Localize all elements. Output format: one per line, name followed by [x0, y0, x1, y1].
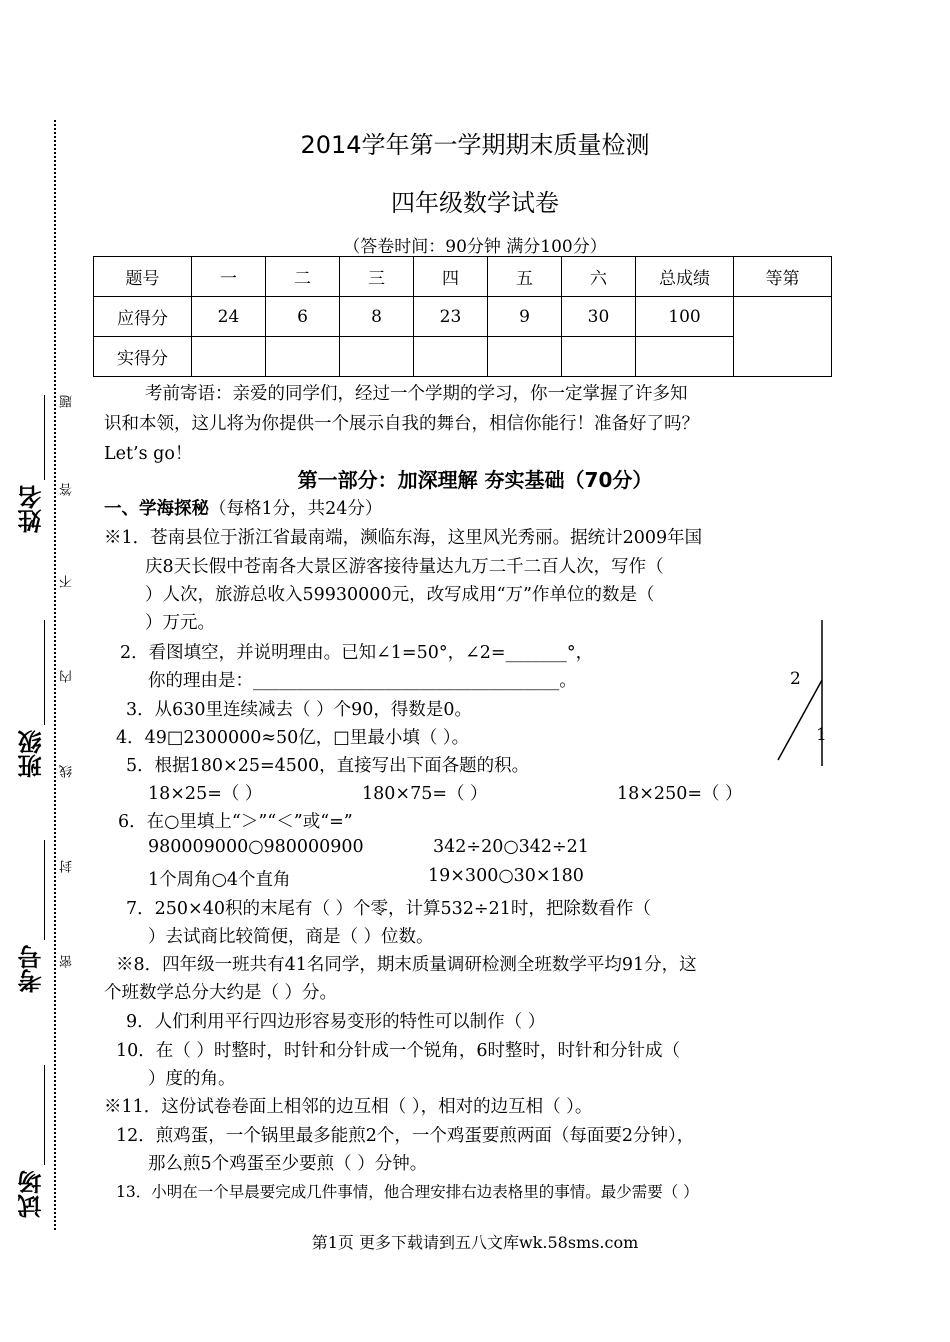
expected-score: 24	[192, 297, 266, 337]
angle-label-2: 2	[790, 669, 801, 689]
question-line: ）度的角。	[148, 1069, 236, 1089]
exam-title: 2014学年第一学期期末质量检测	[300, 131, 650, 159]
table-row	[94, 297, 832, 337]
score-table	[93, 256, 832, 377]
section-note: （每格1分，共24分）	[209, 499, 383, 519]
actual-score-cell[interactable]	[414, 337, 488, 377]
room-underline	[44, 1065, 45, 1165]
expected-score: 8	[340, 297, 414, 337]
examno-underline	[44, 840, 45, 940]
question-line: 13．小明在一个早晨要完成几件事情，他合理安排右边表格里的事情。最少需要（ ）	[116, 1183, 699, 1201]
actual-score-cell[interactable]	[562, 337, 636, 377]
question-line: 6．在○里填上“＞”“＜”或“=”	[118, 812, 353, 832]
seal-char: 内	[60, 670, 75, 683]
question-line: 7．250×40积的末尾有（ ）个零，计算532÷21时，把除数看作（	[126, 899, 651, 919]
section-heading	[104, 495, 382, 520]
question-line: 你的理由是：___________________________________。	[148, 671, 577, 691]
question-line: 4．49□2300000≈50亿，□里最小填（ ）。	[116, 728, 470, 748]
intro-line: Let’s go！	[104, 444, 193, 464]
header-cell: 五	[488, 257, 562, 297]
seal-char: 线	[60, 765, 75, 778]
binding-name-label: 姓名	[18, 485, 46, 533]
header-cell: 六	[562, 257, 636, 297]
expected-score: 6	[266, 297, 340, 337]
seal-char: 密	[60, 955, 75, 968]
class-underline	[44, 620, 45, 725]
grade-cell[interactable]	[734, 297, 832, 377]
actual-score-cell[interactable]	[340, 337, 414, 377]
angle-figure	[770, 618, 840, 768]
seal-char: 题	[60, 395, 75, 408]
intro-line: 考前寄语：亲爱的同学们，经过一个学期的学习，你一定掌握了许多知	[145, 384, 688, 404]
question-line: 9．人们利用平行四边形容易变形的特性可以制作（ ）	[126, 1012, 546, 1032]
exam-info: （答卷时间：90分钟 满分100分）	[343, 237, 607, 257]
question-answer: 1个周角○4个直角	[148, 870, 291, 890]
header-cell: 二	[266, 257, 340, 297]
question-answer: 180×75=（ ）	[362, 784, 488, 804]
exam-subtitle: 四年级数学试卷	[391, 189, 559, 217]
question-line: ※1．苍南县位于浙江省最南端，濒临东海，这里风光秀丽。据统计2009年国	[104, 528, 703, 548]
question-line: 那么煎5个鸡蛋至少要煎（ ）分钟。	[148, 1154, 428, 1174]
expected-score: 23	[414, 297, 488, 337]
binding-dotted-line	[54, 120, 56, 1230]
header-cell: 总成绩	[636, 257, 734, 297]
actual-score-cell[interactable]	[192, 337, 266, 377]
question-line: 10．在（ ）时整时，时针和分针成一个锐角，6时整时，时针和分针成（	[116, 1041, 680, 1061]
expected-score: 100	[636, 297, 734, 337]
table-row	[94, 257, 832, 297]
binding-class-label: 班级	[18, 730, 46, 778]
seal-char: 封	[60, 860, 75, 873]
part-title: 第一部分：加深理解 夯实基础（70分）	[297, 468, 653, 492]
table-row	[94, 337, 832, 377]
row-label: 应得分	[94, 297, 192, 337]
header-cell: 一	[192, 257, 266, 297]
question-answer: 18×250=（ ）	[617, 784, 743, 804]
intro-line: 识和本领，这儿将为你提供一个展示自我的舞台，相信你能行！准备好了吗？	[104, 414, 699, 434]
seal-char: 答	[60, 483, 75, 496]
question-line: 12．煎鸡蛋，一个锅里最多能煎2个，一个鸡蛋要煎两面（每面要2分钟），	[116, 1126, 695, 1146]
expected-score: 30	[562, 297, 636, 337]
header-cell: 题号	[94, 257, 192, 297]
question-line: 个班数学总分大约是（ ）分。	[104, 983, 338, 1003]
question-line: ※11．这份试卷卷面上相邻的边互相（ ），相对的边互相（ ）。	[104, 1097, 593, 1117]
section-title: 一、学海探秘	[104, 499, 209, 519]
expected-score: 9	[488, 297, 562, 337]
actual-score-cell[interactable]	[488, 337, 562, 377]
header-cell: 四	[414, 257, 488, 297]
header-cell: 等第	[734, 257, 832, 297]
row-label: 实得分	[94, 337, 192, 377]
header-cell: 三	[340, 257, 414, 297]
question-line: ）人次，旅游总收入59930000元，改写成用“万”作单位的数是（	[145, 585, 655, 605]
question-line: ）万元。	[145, 613, 215, 633]
question-line: 5．根据180×25=4500，直接写出下面各题的积。	[126, 756, 530, 776]
page-footer: 第1页 更多下载请到五八文库wk.58sms.com	[311, 1233, 639, 1252]
seal-char: 不	[60, 575, 75, 588]
question-line: 2．看图填空，并说明理由。已知∠1=50°，∠2=_______°，	[120, 643, 594, 663]
slanted-line	[778, 680, 822, 760]
question-line: 庆8天长假中苍南各大景区游客接待量达九万二千二百人次，写作（	[145, 557, 664, 577]
angle-label-1: 1	[816, 725, 827, 745]
binding-examno-label: 考号	[18, 945, 46, 993]
question-answer: 980009000○980000900	[148, 837, 364, 857]
actual-score-cell[interactable]	[266, 337, 340, 377]
question-line: ）去试商比较简便，商是（ ）位数。	[148, 927, 434, 947]
question-line: ※8．四年级一班共有41名同学，期末质量调研检测全班数学平均91分，这	[116, 955, 697, 975]
question-line: 3．从630里连续减去（ ）个90，得数是0。	[126, 700, 472, 720]
question-answer: 18×25=（ ）	[148, 784, 263, 804]
question-answer: 19×300○30×180	[428, 866, 584, 886]
actual-score-cell[interactable]	[636, 337, 734, 377]
binding-room-label: 试场	[18, 1170, 46, 1218]
question-answer: 342÷20○342÷21	[433, 837, 589, 857]
